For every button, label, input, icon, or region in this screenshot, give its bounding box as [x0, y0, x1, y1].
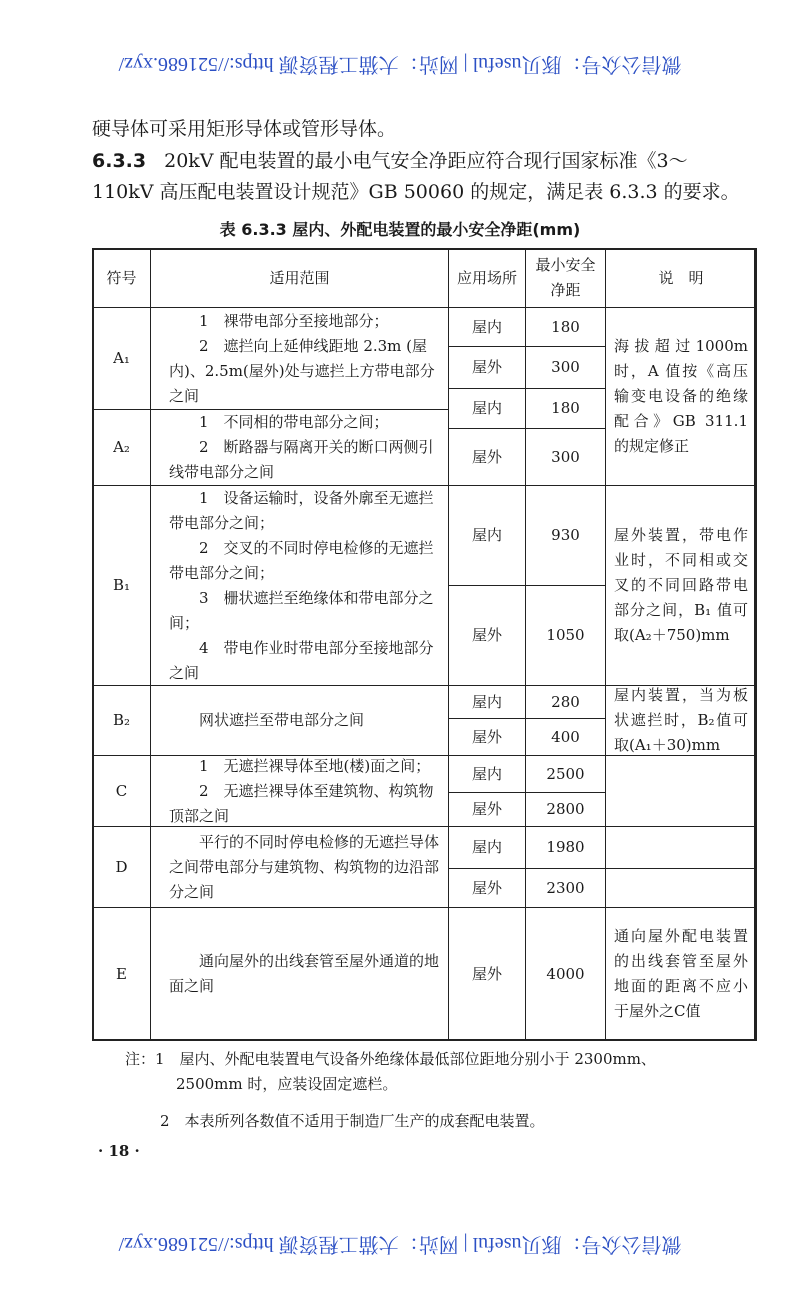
distance-cell: 400	[525, 718, 606, 756]
range-line: 1 设备运输时，设备外廓至无遮拦带电部分之间；	[169, 488, 434, 532]
desc-cell-empty	[605, 755, 757, 827]
place-cell: 屋外	[448, 346, 526, 389]
range-line: 通向屋外的出线套管至屋外通道的地面之间	[169, 952, 440, 995]
symbol-cell: A₁	[92, 307, 151, 410]
range-line: 网状遮拦至带电部分之间	[199, 711, 365, 729]
range-cell	[150, 826, 449, 908]
symbol-cell: C	[92, 755, 151, 827]
place-cell: 屋外	[448, 585, 526, 686]
watermark-top: 微信公众号：豚贝useful | 网站：大猫工程资源 https://521686.xyz/	[118, 53, 682, 75]
desc-cell: 通向屋外配电装置的出线套管至屋外地面的距离不应小于屋外之C值	[605, 907, 757, 1041]
desc-cell: 海拔超过1000m 时，A 值按《高压输变电设备的绝缘配合》GB 311.1 的规定修正	[605, 307, 757, 486]
distance-cell: 300	[525, 428, 606, 486]
range-cell	[150, 485, 449, 686]
distance-cell: 4000	[525, 907, 606, 1041]
place-cell: 屋内	[448, 826, 526, 869]
clause-text-cont: 110kV 高压配电装置设计规范》GB 50060 的规定，满足表 6.3.3 的要求。	[92, 181, 740, 203]
distance-cell: 2800	[525, 792, 606, 827]
place-cell: 屋外	[448, 907, 526, 1041]
range-line: 1 不同相的带电部分之间；	[199, 413, 389, 431]
desc-cell: 屋内装置，当为板状遮拦时，B₂值可取(A₁＋30)mm	[605, 685, 757, 756]
range-line: 2 遮拦向上延伸线距地 2.3m (屋内)、2.5m(屋外)处与遮拦上方带电部分之间	[169, 336, 435, 405]
distance-cell: 180	[525, 388, 606, 429]
paragraph: 硬导体可采用矩形导体或管形导体。	[92, 118, 397, 140]
header-desc: 说 明	[605, 248, 757, 308]
range-cell	[150, 409, 449, 486]
watermark-bottom: 微信公众号：豚贝useful | 网站：大猫工程资源 https://521686.xyz/	[118, 1233, 682, 1255]
place-cell: 屋内	[448, 307, 526, 347]
range-cell	[150, 685, 449, 756]
place-cell: 屋外	[448, 792, 526, 827]
range-line: 平行的不同时停电检修的无遮拦导体之间带电部分与建筑物、构筑物的边沿部分之间	[169, 832, 440, 901]
distance-cell: 1050	[525, 585, 606, 686]
header-place: 应用场所	[448, 248, 526, 308]
range-line: 3 栅状遮拦至绝缘体和带电部分之间；	[169, 588, 434, 632]
clause-paragraph	[92, 146, 688, 173]
note-1: 注：1 屋内、外配电装置电气设备外绝缘体最低部位距地分别小于 2300mm、	[125, 1050, 656, 1068]
desc-cell-empty	[605, 826, 757, 869]
page-number: · 18 ·	[98, 1142, 140, 1160]
header-symbol: 符号	[92, 248, 151, 308]
header-distance: 最小安全净距	[525, 248, 606, 308]
place-cell: 屋内	[448, 388, 526, 429]
note-2: 2 本表所列各数值不适用于制造厂生产的成套配电装置。	[160, 1112, 545, 1130]
note-1-cont: 2500mm 时，应装设固定遮栏。	[176, 1075, 398, 1093]
symbol-cell: A₂	[92, 409, 151, 486]
header-range: 适用范围	[150, 248, 449, 308]
symbol-cell: E	[92, 907, 151, 1041]
range-line: 1 裸带电部分至接地部分；	[199, 311, 389, 330]
symbol-cell: B₁	[92, 485, 151, 686]
desc-cell: 屋外装置，带电作业时，不同相或交叉的不同回路带电部分之间，B₁ 值可取(A₂＋750)mm	[605, 485, 757, 686]
clause-number: 6.3.3	[92, 150, 147, 172]
place-cell: 屋内	[448, 755, 526, 793]
place-cell: 屋外	[448, 428, 526, 486]
clause-text: 20kV 配电装置的最小电气安全净距应符合现行国家标准《3～	[164, 150, 688, 172]
distance-cell: 300	[525, 346, 606, 389]
distance-cell: 2300	[525, 868, 606, 908]
range-line: 2 无遮拦裸导体至建筑物、构筑物顶部之间	[169, 781, 434, 825]
range-line: 1 无遮拦裸导体至地(楼)面之间；	[199, 756, 431, 775]
distance-cell: 2500	[525, 755, 606, 793]
distance-cell: 280	[525, 685, 606, 719]
place-cell: 屋内	[448, 485, 526, 586]
range-cell	[150, 907, 449, 1041]
distance-cell: 1980	[525, 826, 606, 869]
table-caption: 表 6.3.3 屋内、外配电装置的最小安全净距(mm)	[219, 220, 581, 239]
place-cell: 屋外	[448, 718, 526, 756]
range-line: 2 交叉的不同时停电检修的无遮拦带电部分之间；	[169, 538, 434, 582]
range-cell	[150, 755, 449, 827]
place-cell: 屋内	[448, 685, 526, 719]
distance-cell: 180	[525, 307, 606, 347]
range-line: 2 断路器与隔离开关的断口两侧引线带电部分之间	[169, 438, 434, 481]
range-line: 4 带电作业时带电部分至接地部分之间	[169, 638, 434, 682]
symbol-cell: D	[92, 826, 151, 908]
distance-cell: 930	[525, 485, 606, 586]
place-cell: 屋外	[448, 868, 526, 908]
desc-cell-empty	[605, 868, 757, 908]
range-cell	[150, 307, 449, 410]
symbol-cell: B₂	[92, 685, 151, 756]
